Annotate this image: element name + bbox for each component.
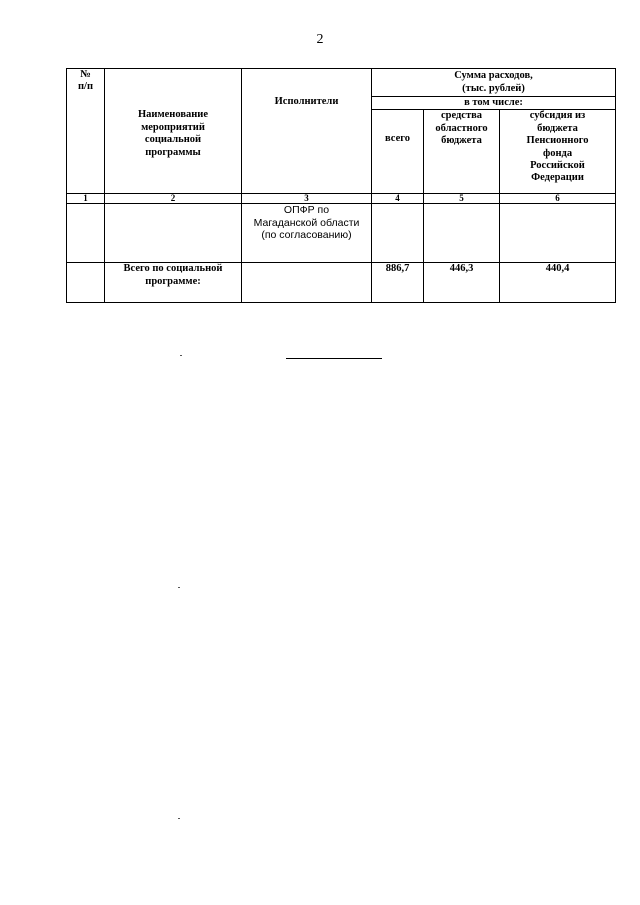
total-label: Всего по социальной программе: (105, 263, 242, 303)
header-expense-sum: Сумма расходов, (тыс. рублей) (372, 69, 616, 97)
header-activity-name: Наименование мероприятий социальной программы (105, 69, 242, 194)
header-total: всего (372, 110, 424, 194)
pension-fund-cell (500, 204, 616, 263)
total-executor-cell (242, 263, 372, 303)
total-pension-fund-value: 440,4 (500, 263, 616, 303)
header-number: № п/п (67, 69, 105, 194)
table-row (67, 204, 616, 263)
total-regional-value: 446,3 (424, 263, 500, 303)
column-number: 5 (424, 194, 500, 204)
column-number: 4 (372, 194, 424, 204)
column-number-row (67, 194, 616, 204)
total-row-number-cell (67, 263, 105, 303)
activity-cell (105, 204, 242, 263)
column-number: 6 (500, 194, 616, 204)
row-number-cell (67, 204, 105, 263)
scan-speck (180, 355, 182, 356)
total-cell (372, 204, 424, 263)
header-including: в том числе: (372, 97, 616, 110)
scan-speck (178, 587, 180, 588)
total-all-value: 886,7 (372, 263, 424, 303)
scan-speck (178, 818, 180, 819)
header-regional-budget: средства областного бюджета (424, 110, 500, 194)
column-number: 1 (67, 194, 105, 204)
executor-cell: ОПФР по Магаданской области (по согласованию) (242, 204, 372, 263)
header-executors: Исполнители (242, 69, 372, 194)
total-row (67, 263, 616, 303)
expenses-table (66, 68, 616, 303)
regional-cell (424, 204, 500, 263)
end-of-document-rule (286, 358, 382, 359)
page-number: 2 (316, 32, 324, 47)
column-number: 2 (105, 194, 242, 204)
column-number: 3 (242, 194, 372, 204)
header-pension-fund-subsidy: субсидия из бюджета Пенсионного фонда Российской Федерации (500, 110, 616, 194)
